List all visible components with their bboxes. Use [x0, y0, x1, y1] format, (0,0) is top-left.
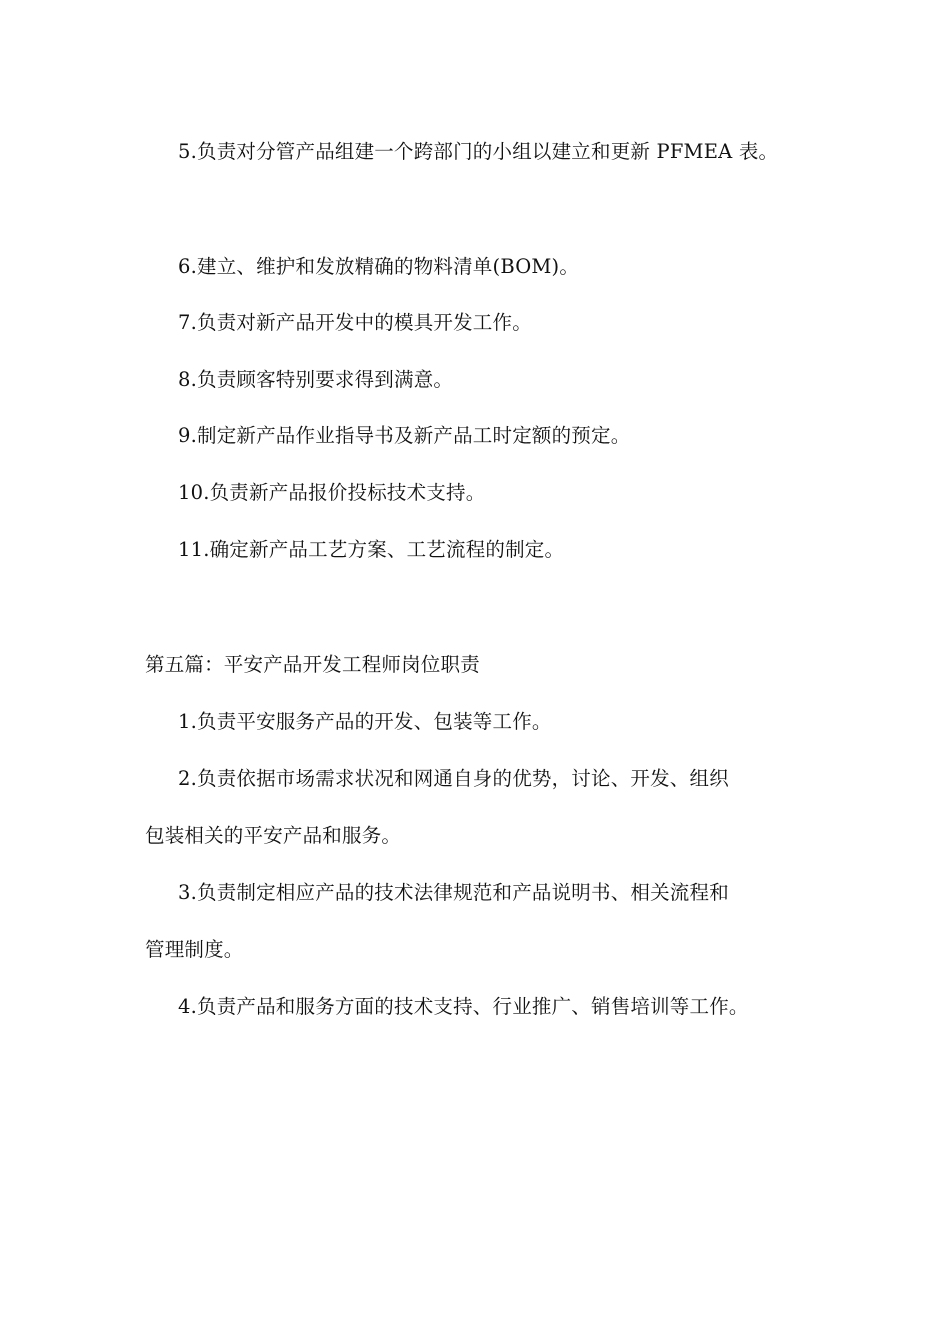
list-item: 2.负责依据市场需求状况和网通自身的优势，讨论、开发、组织	[178, 767, 729, 790]
list-item: 10.负责新产品报价投标技术支持。	[178, 481, 486, 504]
list-item: 11.确定新产品工艺方案、工艺流程的制定。	[178, 538, 565, 561]
list-item-continuation: 管理制度。	[145, 938, 244, 961]
list-item: 1.负责平安服务产品的开发、包装等工作。	[178, 710, 552, 733]
list-item: 8.负责顾客特别要求得到满意。	[178, 368, 454, 391]
list-item: 4.负责产品和服务方面的技术支持、行业推广、销售培训等工作。	[178, 995, 749, 1018]
section-title: 第五篇：平安产品开发工程师岗位职责	[145, 653, 480, 676]
list-item-continuation: 包装相关的平安产品和服务。	[145, 824, 402, 847]
list-item: 5.负责对分管产品组建一个跨部门的小组以建立和更新 PFMEA 表。	[178, 140, 779, 163]
list-item: 7.负责对新产品开发中的模具开发工作。	[178, 311, 532, 334]
list-item: 6.建立、维护和发放精确的物料清单(BOM)。	[178, 255, 580, 278]
list-item: 3.负责制定相应产品的技术法律规范和产品说明书、相关流程和	[178, 881, 729, 904]
list-item: 9.制定新产品作业指导书及新产品工时定额的预定。	[178, 424, 631, 447]
